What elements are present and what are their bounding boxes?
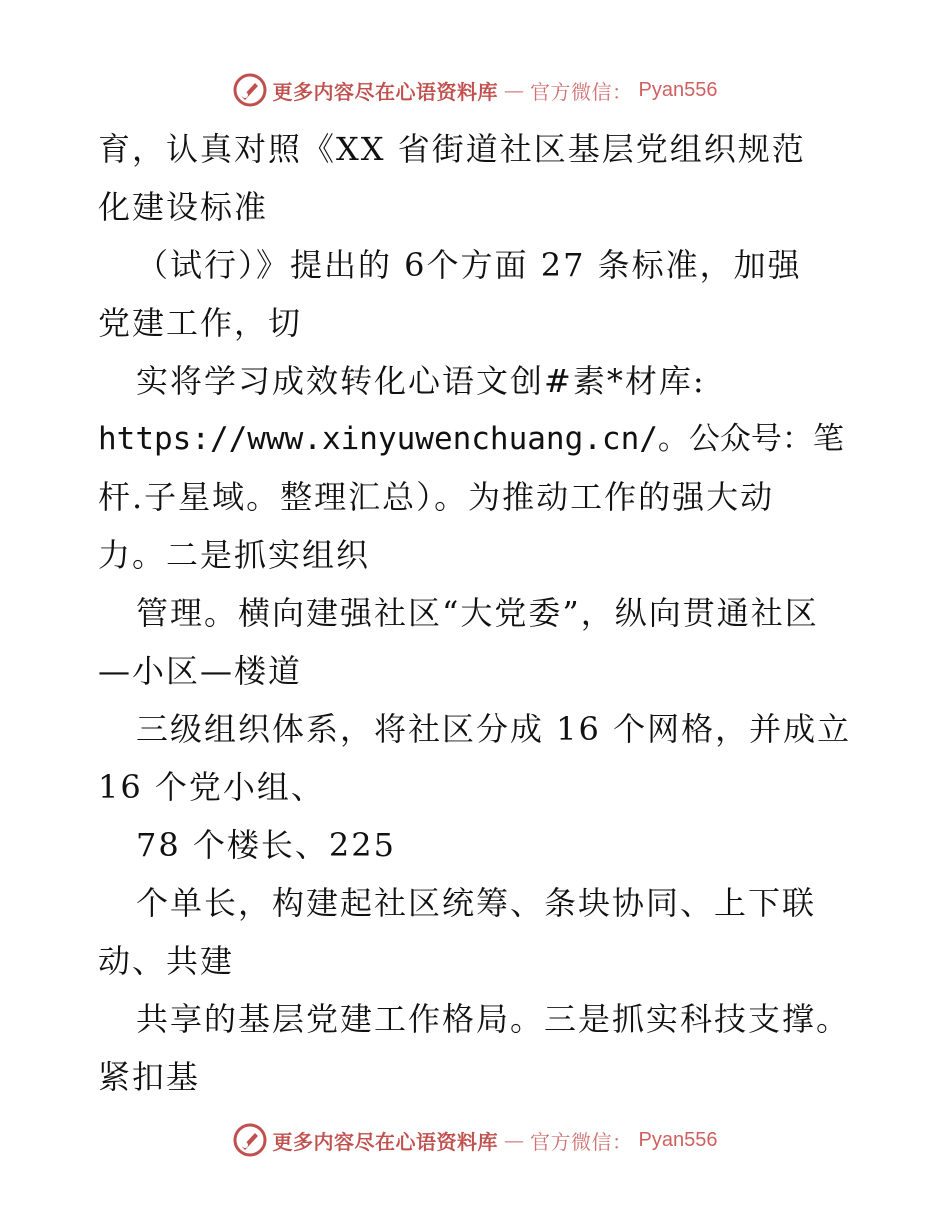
text-line: 78 个楼长、225 [136, 826, 396, 864]
text-line: 实将学习成效转化心语文创#素*材库: [136, 362, 706, 400]
text-line: 育，认真对照《XX 省街道社区基层党组织规范 [98, 130, 806, 168]
footer-watermark [0, 1120, 950, 1160]
text-line: —小区—楼道 [98, 652, 303, 690]
text-line: 党建工作，切 [98, 304, 303, 342]
watermark-wechat-id: Pyan556 [638, 78, 718, 101]
text-line: 紧扣基 [98, 1058, 201, 1096]
text-line: 化建设标准 [98, 188, 269, 226]
text-line: 16 个党小组、 [98, 768, 325, 806]
text-line: 动、共建 [98, 942, 235, 980]
watermark-text: 更多内容尽在心语资料库 [272, 1129, 499, 1154]
text-line: 三级组织体系，将社区分成 16 个网格，并成立 [136, 710, 852, 748]
watermark-separator: — [504, 78, 525, 102]
text-line: 个单长，构建起社区统筹、条块协同、上下联 [136, 884, 817, 922]
text-line: 共享的基层党建工作格局。三是抓实科技支撑。 [136, 1000, 851, 1038]
pen-logo-icon [233, 1123, 267, 1157]
watermark-wechat-id: Pyan556 [638, 1128, 718, 1151]
text-line: 杆.子星域。整理汇总）。为推动工作的强大动 [98, 478, 775, 516]
header-watermark [0, 70, 950, 110]
watermark-text: 更多内容尽在心语资料库 [272, 79, 499, 104]
text-line: 力。二是抓实组织 [98, 536, 371, 574]
watermark-separator: — [504, 1128, 525, 1152]
text-line-url: https://www.xinyuwenchuang.cn/。公众号：笔 [98, 421, 844, 457]
watermark-wechat-label: 官方微信： [530, 79, 633, 104]
watermark-wechat-label: 官方微信： [530, 1129, 633, 1154]
text-line: 管理。横向建强社区“大党委”，纵向贯通社区 [136, 594, 819, 632]
pen-logo-icon [233, 73, 267, 107]
body-text [98, 120, 858, 1106]
text-line: （试行）》提出的 6个方面 27 条标准，加强 [136, 246, 802, 284]
